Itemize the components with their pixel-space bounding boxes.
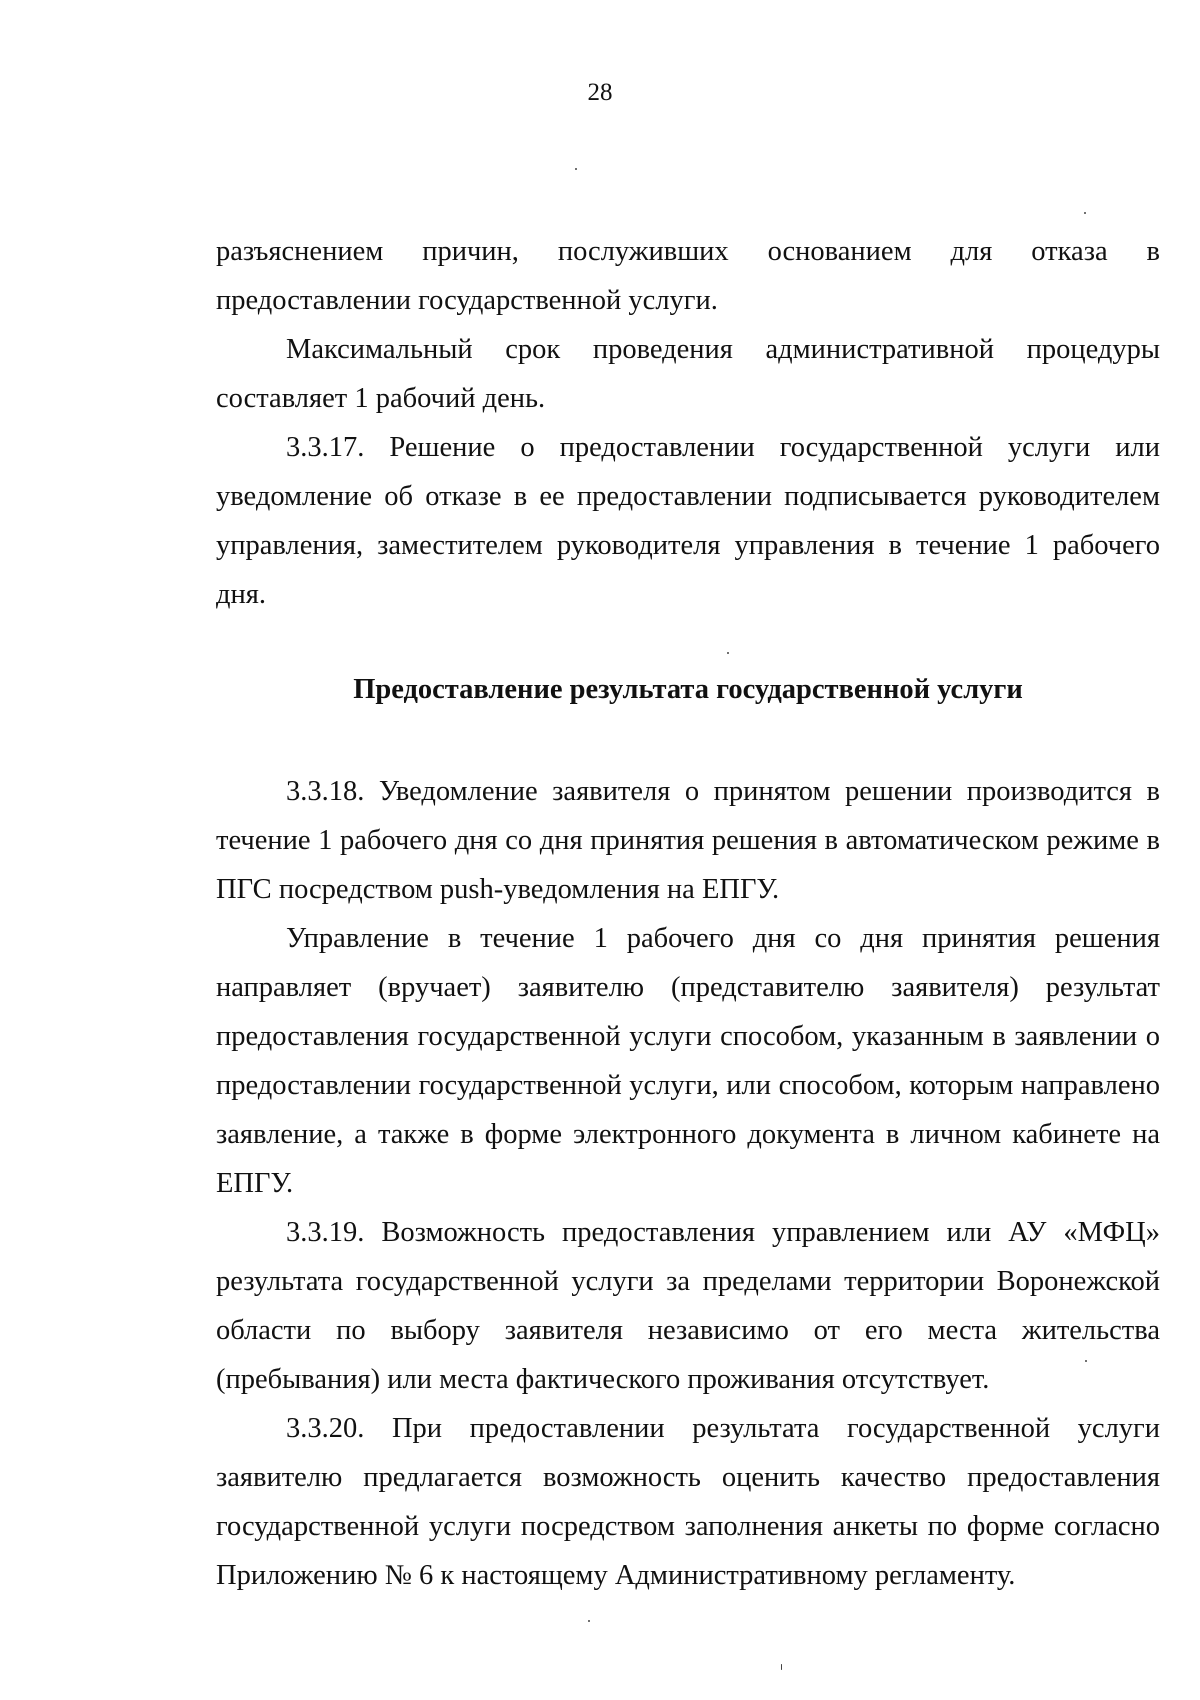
scan-speck [727,652,729,654]
paragraph-refusal-explanation: разъяснением причин, послуживших основанием для отказа в предоставлении государственной услуги. [216,236,1160,316]
scan-speck [588,1620,590,1622]
section-heading: Предоставление результата государственной услуги [353,674,1023,705]
paragraph-max-duration: Максимальный срок проведения административной процедуры составляет 1 рабочий день. [216,334,1160,414]
scan-speck [1084,212,1086,214]
page-number: 28 [587,79,613,106]
scan-speck [781,1664,782,1670]
text-block-top [216,227,1160,619]
paragraph-3-3-17: 3.3.17. Решение о предоставлении государственной услуги или уведомление об отказе в ее предоставлении подписывается руководителем управления, заместителем руководителя управления в течение 1 рабочего дня. [216,432,1160,610]
scan-speck [1085,1360,1087,1362]
paragraph-3-3-20: 3.3.20. При предоставлении результата государственной услуги заявителю предлагается возможность оценить качество предоставления государственной услуги посредством заполнения анкеты по форме согласно Приложению № 6 к настоящему Административному регламенту. [216,1413,1160,1591]
paragraph-3-3-19: 3.3.19. Возможность предоставления управлением или АУ «МФЦ» результата государственной услуги за пределами территории Воронежской области по выбору заявителя независимо от его места жительства (пребывания) или места фактического проживания отсутствует. [216,1217,1160,1395]
paragraph-result-delivery: Управление в течение 1 рабочего дня со дня принятия решения направляет (вручает) заявителю (представителю заявителя) результат предоставления государственной услуги способом, указанным в заявлении о предоставлении государственной услуги, или способом, которым направлено заявление, а также в форме электронного документа в личном кабинете на ЕПГУ. [216,923,1160,1199]
scan-speck [575,168,577,170]
paragraph-3-3-18: 3.3.18. Уведомление заявителя о принятом решении производится в течение 1 рабочего дня со дня принятия решения в автоматическом режиме в ПГС посредством push-уведомления на ЕПГУ. [216,776,1160,905]
text-block-bottom [216,767,1160,1600]
